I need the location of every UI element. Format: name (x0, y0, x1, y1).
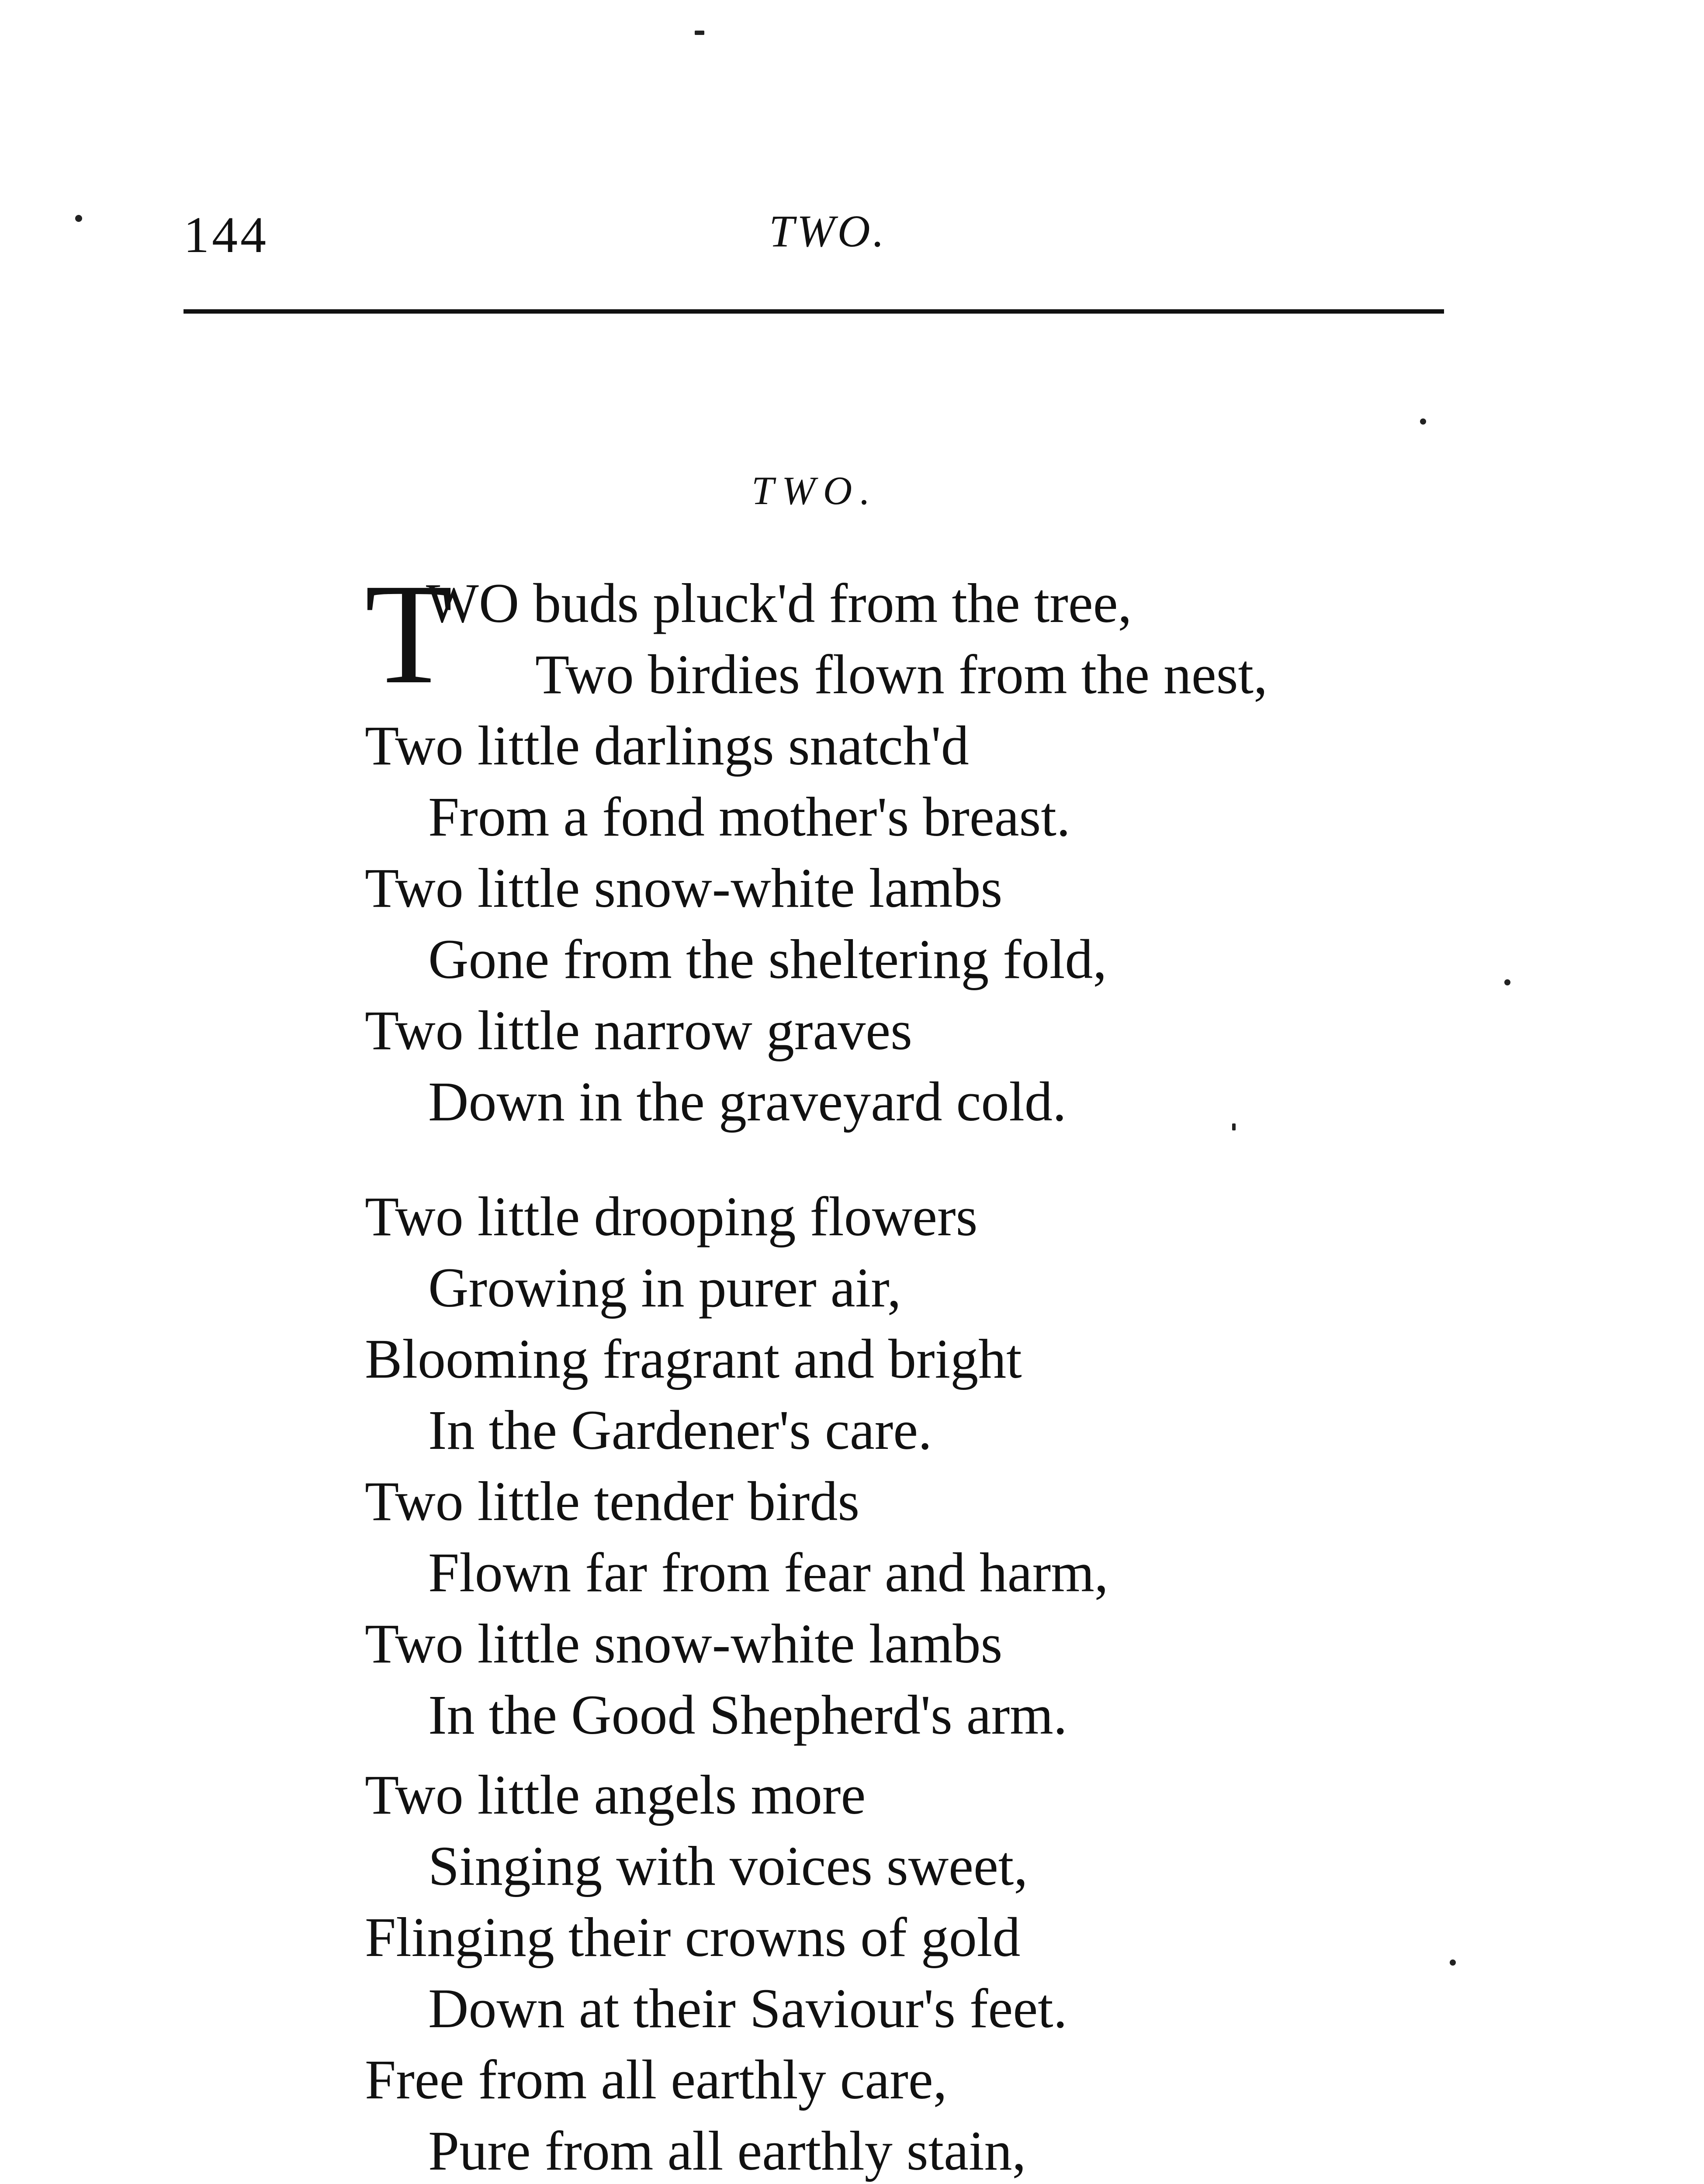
running-title: TWO. (769, 206, 887, 256)
print-speck (695, 31, 704, 35)
poem-line: Flown far from fear and harm, (428, 1541, 1108, 1603)
stanza-1 (365, 710, 1501, 1137)
poem-line: Down in the graveyard cold. (428, 1071, 1067, 1133)
poem-line: Flinging their crowns of gold (365, 1906, 1021, 1968)
poem-line: From a fond mother's breast. (428, 786, 1070, 848)
poem-line: Pure from all earthly stain, (428, 2120, 1026, 2182)
drop-cap: T (365, 554, 453, 714)
poem-line: Singing with voices sweet, (428, 1835, 1028, 1897)
page-number: 144 (184, 206, 269, 263)
poem-line: Gone from the sheltering fold, (428, 928, 1107, 990)
poem-body (365, 554, 1501, 2184)
poem-line: Two little narrow graves (365, 999, 912, 1061)
poem-line: Two little darlings snatch'd (365, 715, 969, 777)
poem-line: WO buds pluck'd from the tree, (426, 572, 1132, 634)
poem-title: TWO. (752, 468, 878, 513)
print-speck (1420, 418, 1426, 425)
stanza-2 (365, 1181, 1501, 1751)
opening-lines (365, 554, 1501, 714)
poem-line: Down at their Saviour's feet. (428, 1977, 1067, 2039)
print-speck (75, 215, 82, 222)
poem-line: Free from all earthly care, (365, 2049, 947, 2111)
poem-line: Blooming fragrant and bright (365, 1328, 1022, 1390)
stanza-3 (365, 1759, 1501, 2184)
poem-line: Two birdies flown from the nest, (535, 643, 1268, 705)
poem-line: Two little tender birds (365, 1470, 860, 1532)
running-head (184, 205, 1442, 293)
poem-line: In the Good Shepherd's arm. (428, 1684, 1067, 1746)
poem-line: Growing in purer air, (428, 1257, 901, 1319)
poem-line: Two little snow-white lambs (365, 1613, 1003, 1675)
poem-line: Two little drooping flowers (365, 1185, 978, 1248)
poem-line: Two little angels more (365, 1764, 866, 1826)
print-speck (1504, 979, 1510, 985)
poem-line: Two little snow-white lambs (365, 857, 1003, 919)
header-rule (184, 309, 1444, 314)
poem-line: In the Gardener's care. (428, 1399, 932, 1461)
